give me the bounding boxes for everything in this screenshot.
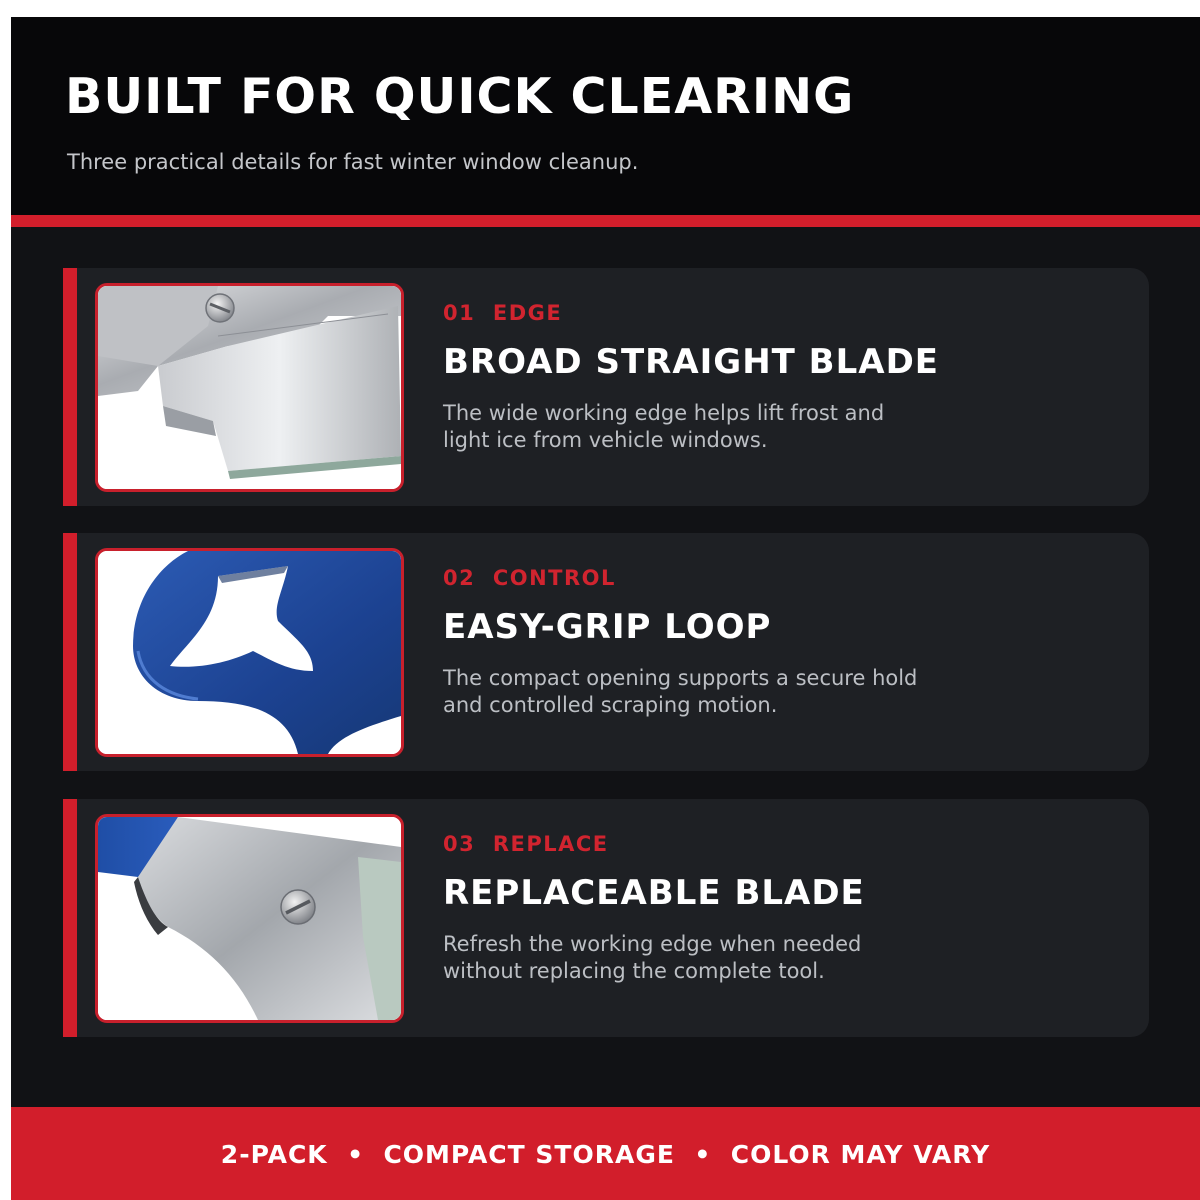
feature-description: The wide working edge helps lift frost and light ice from vehicle windows. xyxy=(443,401,885,452)
footer-banner xyxy=(11,1107,1200,1200)
feature-heading: REPLACEABLE BLADE xyxy=(443,873,865,913)
scraper-blade-closeup-icon xyxy=(95,283,404,492)
grip-loop-closeup-icon xyxy=(95,548,404,757)
feature-label: 03 REPLACE xyxy=(443,832,609,856)
feature-card-edge xyxy=(63,268,1149,506)
feature-card-replace xyxy=(63,799,1149,1037)
page-subtitle: Three practical details for fast winter window cleanup. xyxy=(67,150,639,174)
feature-label: 01 EDGE xyxy=(443,301,563,325)
card-accent-stripe xyxy=(63,268,77,506)
blade-screw-closeup-icon xyxy=(95,814,404,1023)
feature-card-control xyxy=(63,533,1149,771)
footer-text: 2-PACK • COMPACT STORAGE • COLOR MAY VARY xyxy=(220,1140,991,1169)
page-title: BUILT FOR QUICK CLEARING xyxy=(65,68,855,125)
header-divider xyxy=(11,215,1200,227)
feature-heading: BROAD STRAIGHT BLADE xyxy=(443,342,940,382)
feature-heading: EASY-GRIP LOOP xyxy=(443,607,772,647)
feature-description: Refresh the working edge when needed without replacing the complete tool. xyxy=(443,932,862,983)
feature-label: 02 CONTROL xyxy=(443,566,616,590)
header xyxy=(11,17,1200,215)
card-accent-stripe xyxy=(63,533,77,771)
product-feature-panel xyxy=(11,17,1200,1200)
feature-description: The compact opening supports a secure hold and controlled scraping motion. xyxy=(443,666,918,717)
card-accent-stripe xyxy=(63,799,77,1037)
